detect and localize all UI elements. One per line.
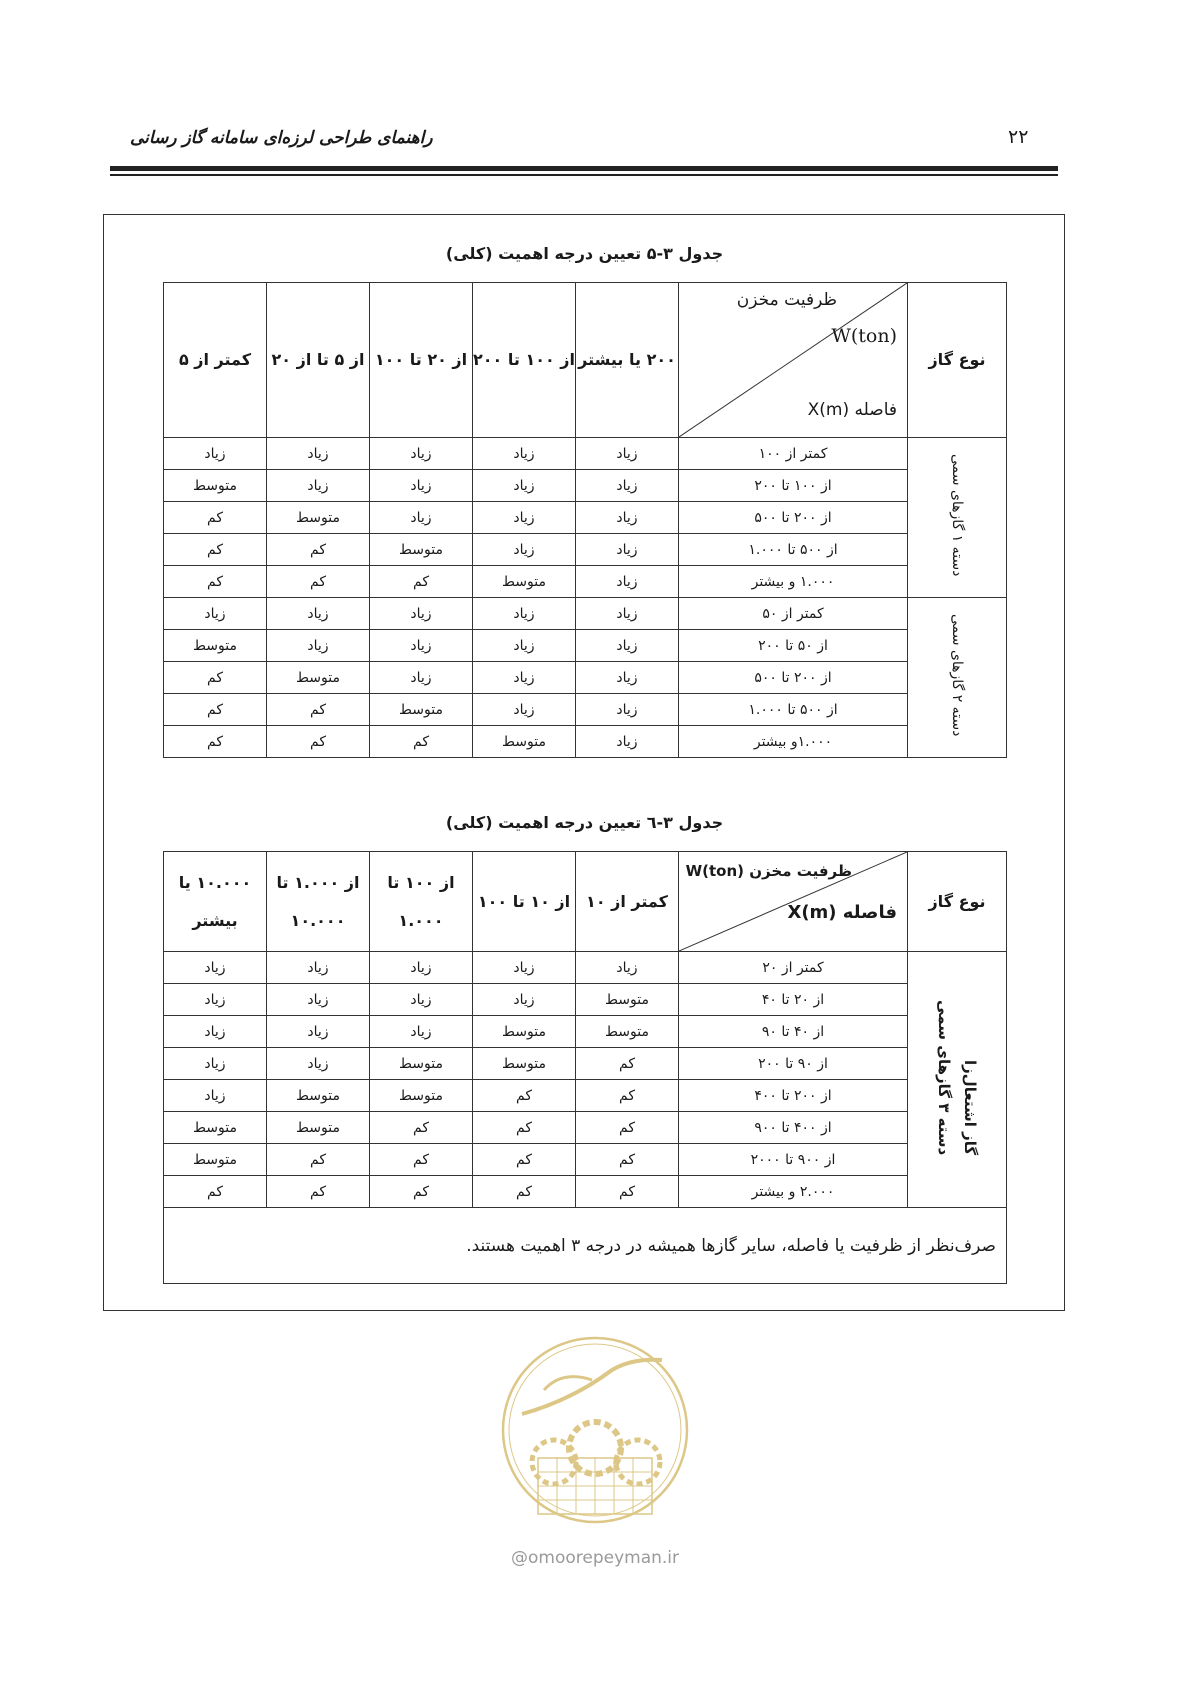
distance-cell: ۲.۰۰۰ و بیشتر — [679, 1176, 908, 1208]
table-row — [164, 662, 1007, 694]
importance-cell: زیاد — [576, 726, 679, 758]
table1-col-header: از ۱۰۰ تا ۲۰۰ — [473, 283, 576, 438]
importance-cell: زیاد — [164, 984, 267, 1016]
table1-diagonal-header — [679, 283, 908, 438]
distance-cell: از ۲۰۰ تا ۴۰۰ — [679, 1080, 908, 1112]
distance-cell: از ۴۰ تا ۹۰ — [679, 1016, 908, 1048]
page-number: ۲۲ — [1008, 126, 1029, 148]
table-row — [164, 726, 1007, 758]
table1-distance-label: فاصله X(m) — [807, 400, 897, 420]
importance-cell: متوسط — [473, 566, 576, 598]
importance-cell: کم — [576, 1048, 679, 1080]
distance-cell: از ۴۰۰ تا ۹۰۰ — [679, 1112, 908, 1144]
importance-cell: کم — [370, 1144, 473, 1176]
importance-cell: متوسط — [164, 1144, 267, 1176]
table-note-row — [164, 1208, 1007, 1284]
importance-cell: زیاد — [267, 984, 370, 1016]
importance-cell: زیاد — [370, 952, 473, 984]
importance-cell: زیاد — [164, 598, 267, 630]
table-row — [164, 1112, 1007, 1144]
table1-col-header: کمتر از ۵ — [164, 283, 267, 438]
importance-cell: زیاد — [267, 952, 370, 984]
importance-cell: متوسط — [370, 694, 473, 726]
importance-cell: کم — [164, 694, 267, 726]
importance-cell: زیاد — [473, 598, 576, 630]
importance-cell: زیاد — [267, 1048, 370, 1080]
distance-cell: از ۲۰۰ تا ۵۰۰ — [679, 662, 908, 694]
table-row — [164, 694, 1007, 726]
importance-cell: متوسط — [473, 726, 576, 758]
table-row — [164, 566, 1007, 598]
table-row — [164, 470, 1007, 502]
importance-cell: کم — [267, 694, 370, 726]
importance-cell: متوسط — [370, 1048, 473, 1080]
importance-cell: زیاد — [370, 630, 473, 662]
table-row — [164, 1048, 1007, 1080]
importance-cell: زیاد — [370, 470, 473, 502]
distance-cell: ۱.۰۰۰و بیشتر — [679, 726, 908, 758]
importance-cell: زیاد — [576, 566, 679, 598]
importance-cell: زیاد — [370, 502, 473, 534]
distance-cell: کمتر از ۵۰ — [679, 598, 908, 630]
table1-col-header: از ۵ تا از ۲۰ — [267, 283, 370, 438]
running-header-title: راهنمای طراحی لرزه‌ای سامانه گاز رسانی — [130, 128, 433, 148]
table1-col-header: ۲۰۰ یا بیشتر — [576, 283, 679, 438]
table2-gas-type-header: نوع گاز — [908, 852, 1007, 952]
importance-cell: کم — [164, 502, 267, 534]
importance-cell: زیاد — [576, 470, 679, 502]
distance-cell: از ۵۰۰ تا ۱.۰۰۰ — [679, 694, 908, 726]
gas-group-label — [908, 952, 1007, 1208]
distance-cell: کمتر از ۱۰۰ — [679, 438, 908, 470]
table1 — [163, 282, 1007, 758]
distance-cell: از ۹۰۰ تا ۲۰۰۰ — [679, 1144, 908, 1176]
importance-cell: زیاد — [267, 1016, 370, 1048]
importance-cell: متوسط — [164, 1112, 267, 1144]
importance-cell: زیاد — [267, 630, 370, 662]
importance-cell: زیاد — [370, 598, 473, 630]
importance-cell: زیاد — [164, 1080, 267, 1112]
importance-cell: زیاد — [164, 952, 267, 984]
importance-cell: زیاد — [370, 438, 473, 470]
importance-cell: زیاد — [576, 694, 679, 726]
importance-cell: متوسط — [473, 1048, 576, 1080]
importance-cell: زیاد — [473, 502, 576, 534]
table2-col-header: از ۱.۰۰۰ تا ۱۰.۰۰۰ — [267, 852, 370, 952]
importance-cell: زیاد — [370, 984, 473, 1016]
importance-cell: کم — [267, 534, 370, 566]
importance-cell: متوسط — [370, 534, 473, 566]
importance-cell: متوسط — [473, 1016, 576, 1048]
table2-caption: جدول ۳-٦ تعیین درجه اهمیت (کلی) — [445, 813, 724, 832]
importance-cell: زیاد — [576, 598, 679, 630]
importance-cell: کم — [164, 566, 267, 598]
importance-cell: کم — [576, 1176, 679, 1208]
importance-cell: متوسط — [267, 1112, 370, 1144]
table2-col-header: از ۱۰۰ تا ۱.۰۰۰ — [370, 852, 473, 952]
table2-col-header: از ۱۰ تا ۱۰۰ — [473, 852, 576, 952]
distance-cell: کمتر از ۲۰ — [679, 952, 908, 984]
table-note: صرف‌نظر از ظرفیت یا فاصله، سایر گازها همیشه در درجه ۳ اهمیت هستند. — [164, 1208, 1007, 1284]
importance-cell: متوسط — [576, 984, 679, 1016]
importance-cell: متوسط — [267, 502, 370, 534]
importance-cell: متوسط — [164, 470, 267, 502]
importance-cell: زیاد — [473, 470, 576, 502]
importance-cell: زیاد — [267, 438, 370, 470]
distance-cell: از ۵۰۰ تا ۱.۰۰۰ — [679, 534, 908, 566]
importance-cell: زیاد — [576, 630, 679, 662]
distance-cell: از ۹۰ تا ۲۰۰ — [679, 1048, 908, 1080]
table-row — [164, 952, 1007, 984]
header-rule-thin — [110, 174, 1058, 176]
table2 — [163, 851, 1007, 1284]
header-rule-thick — [110, 166, 1058, 171]
importance-cell: کم — [370, 726, 473, 758]
table2-capacity-label: ظرفیت مخزن W(ton) — [685, 862, 852, 880]
importance-cell: زیاد — [473, 694, 576, 726]
table1-capacity-label: ظرفیت مخزن — [736, 290, 837, 310]
importance-cell: زیاد — [576, 502, 679, 534]
importance-cell: زیاد — [473, 662, 576, 694]
table-row — [164, 1144, 1007, 1176]
importance-cell: متوسط — [267, 1080, 370, 1112]
importance-cell: زیاد — [473, 630, 576, 662]
importance-cell: کم — [473, 1080, 576, 1112]
importance-cell: کم — [164, 534, 267, 566]
gas-group-text-flammable: گاز اشتعال‌زا — [961, 1060, 979, 1156]
importance-cell: کم — [370, 1176, 473, 1208]
importance-cell: کم — [267, 726, 370, 758]
gas-group-text: دسته ۱ گازهای سمی — [949, 454, 965, 577]
gas-group-label — [908, 438, 1007, 598]
distance-cell: از ۲۰ تا ۴۰ — [679, 984, 908, 1016]
table1-col-header: از ۲۰ تا ۱۰۰ — [370, 283, 473, 438]
gas-group-text-toxic3: دسته ۳ گازهای سمی — [935, 999, 953, 1156]
gas-group-text: دسته ۲ گازهای سمی — [949, 614, 965, 737]
gas-group-label — [908, 598, 1007, 758]
table-row — [164, 438, 1007, 470]
importance-cell: زیاد — [473, 952, 576, 984]
table1-weight-unit: W(ton) — [831, 325, 897, 347]
distance-cell: از ۵۰ تا ۲۰۰ — [679, 630, 908, 662]
importance-cell: کم — [473, 1144, 576, 1176]
watermark-logo — [492, 1330, 698, 1530]
table-row — [164, 1016, 1007, 1048]
importance-cell: کم — [164, 662, 267, 694]
importance-cell: زیاد — [576, 534, 679, 566]
importance-cell: کم — [473, 1112, 576, 1144]
importance-cell: زیاد — [473, 534, 576, 566]
importance-cell: زیاد — [576, 438, 679, 470]
importance-cell: کم — [164, 1176, 267, 1208]
importance-cell: متوسط — [267, 662, 370, 694]
importance-cell: متوسط — [576, 1016, 679, 1048]
table-row — [164, 1176, 1007, 1208]
importance-cell: زیاد — [473, 438, 576, 470]
importance-cell: زیاد — [267, 598, 370, 630]
table1-gas-type-header: نوع گاز — [908, 283, 1007, 438]
importance-cell: کم — [576, 1112, 679, 1144]
importance-cell: زیاد — [576, 662, 679, 694]
table2-col-header: کمتر از ۱۰ — [576, 852, 679, 952]
table-row — [164, 984, 1007, 1016]
importance-cell: کم — [370, 566, 473, 598]
importance-cell: زیاد — [576, 952, 679, 984]
table2-diagonal-header — [679, 852, 908, 952]
importance-cell: زیاد — [473, 984, 576, 1016]
importance-cell: زیاد — [164, 438, 267, 470]
watermark-website: @omoorepeyman.ir — [510, 1548, 680, 1568]
table-row — [164, 502, 1007, 534]
table-row — [164, 534, 1007, 566]
importance-cell: کم — [164, 726, 267, 758]
table2-col-header: ۱۰.۰۰۰ یا بیشتر — [164, 852, 267, 952]
importance-cell: زیاد — [370, 1016, 473, 1048]
importance-cell: زیاد — [164, 1048, 267, 1080]
table-row — [164, 598, 1007, 630]
table-row — [164, 630, 1007, 662]
table2-distance-label: فاصله X(m) — [787, 902, 897, 923]
importance-cell: زیاد — [164, 1016, 267, 1048]
importance-cell: کم — [473, 1176, 576, 1208]
importance-cell: زیاد — [370, 662, 473, 694]
distance-cell: ۱.۰۰۰ و بیشتر — [679, 566, 908, 598]
table1-caption: جدول ۳-۵ تعیین درجه اهمیت (کلی) — [445, 244, 724, 263]
importance-cell: متوسط — [164, 630, 267, 662]
importance-cell: کم — [267, 1176, 370, 1208]
importance-cell: کم — [576, 1080, 679, 1112]
table-row — [164, 1080, 1007, 1112]
distance-cell: از ۲۰۰ تا ۵۰۰ — [679, 502, 908, 534]
distance-cell: از ۱۰۰ تا ۲۰۰ — [679, 470, 908, 502]
importance-cell: متوسط — [370, 1080, 473, 1112]
importance-cell: زیاد — [267, 470, 370, 502]
importance-cell: کم — [576, 1144, 679, 1176]
importance-cell: کم — [267, 566, 370, 598]
importance-cell: کم — [267, 1144, 370, 1176]
importance-cell: کم — [370, 1112, 473, 1144]
